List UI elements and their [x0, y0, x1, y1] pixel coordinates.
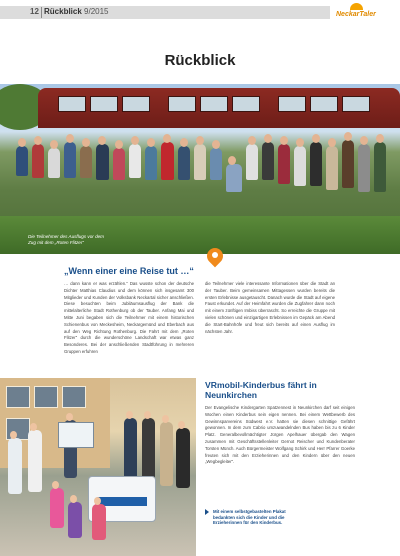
location-pin-icon — [207, 248, 223, 268]
kinderbus-photo — [0, 378, 196, 556]
photo-caption: Die Teilnehmer des Ausflugs vor dem Zug mit dem „Roten Flitzer“ — [28, 234, 105, 245]
kinderbus-article-text: Der Evangelische Kindergarten Spatzennest in Neunkirchen darf seit einigen Wochen einen Kinderbus sein eigen nennen. Bei einem Wettbewerb des Gewinnsparvereins Südwest e.V. hatten sie diesen schnittige Gefährt gewonnen. In dem zum Cabrio umzuwandelnden Bus haben bis zu 6 Kinder Platz. Generalbevollmächtigter Jürgen Apelhauer übergab den Wagen zusammen mit Geschäftsstellenleiter Gernot Reischer und Kundenberater Torsten Münch. Auch Bürgermeister Wolfgang Schirk und Herr Pfarrer Goerke freuten sich mit den Erzieherinnen und den Kindern über den neuen „Wegbegleiter“. — [205, 405, 355, 465]
page-number: 12 — [30, 7, 39, 16]
sun-icon — [350, 3, 363, 10]
kinderbus-photo-caption: Mit einem selbstgebastelten Plakat bedankten sich die Kinder und die Erzieherinnen für den Kinderbus. — [213, 509, 286, 526]
header-separator — [41, 7, 42, 18]
group-photo-train — [0, 84, 400, 254]
page-header — [0, 0, 400, 28]
caption-arrow-icon — [205, 509, 209, 515]
article-headline-kinderbus: VRmobil-Kinderbus fährt in Neunkirchen — [205, 380, 317, 400]
page-title: Rückblick — [164, 52, 236, 69]
train-shape — [38, 88, 400, 128]
neckartaler-logo — [336, 3, 376, 25]
crowd — [0, 124, 400, 224]
article-text-column-2: die Teilnehmer viele interessante Informationen über die Stadt an der Tauber. Beim gemeinsamen Mittagessen wurden bereits die ersten Erlebnisse ausgetauscht. Danach wurde die Stadt auf eigene Faust erkundet. Auf der Heimfahrt wurden die Zugfahrer dann noch mit einem zünftigen Imbiss überrascht. So erreichte die Gruppe mit vielen schönen und einzigartigen Erlebnissen im Gepäck am Abend die Start-Bahnhöfe und freut sich bereits auf einen Ausflug im nächsten Jahr. — [205, 281, 335, 334]
issue-number: 9/2015 — [84, 7, 109, 16]
handmade-poster — [58, 422, 94, 448]
article-headline: „Wenn einer eine Reise tut …“ — [64, 266, 194, 276]
magazine-name: Rückblick — [44, 7, 82, 16]
magazine-issue — [44, 7, 109, 16]
logo-text: NeckarTaler — [336, 11, 376, 18]
article-text-column-1: … dann kann er was erzählen.“ Das wusste schon der deutsche Dichter Matthias Claudius und dem können sich insgesamt 300 Mitglieder und Kunden der Volksbank Neckartal sicher anschließen. Diese besuchten beim Jubiläumsausflug der Bank die mittelalterliche Stadt Rothenburg ob der Tauber. Anfang Mai und Mitte Juni begaben sich die Teilnehmer mit einem historischen Schienenbus von Meckesheim, Neckargemünd und Eberbach aus auf den Weg Richtung Rothenburg. Die Fahrt mit dem „Roten Flitzer“ durch die wunderschöne Landschaft war etwas ganz Besonderes. Bei der anschließenden Stadtführung in mehreren Gruppen erfuhren — [64, 281, 194, 354]
